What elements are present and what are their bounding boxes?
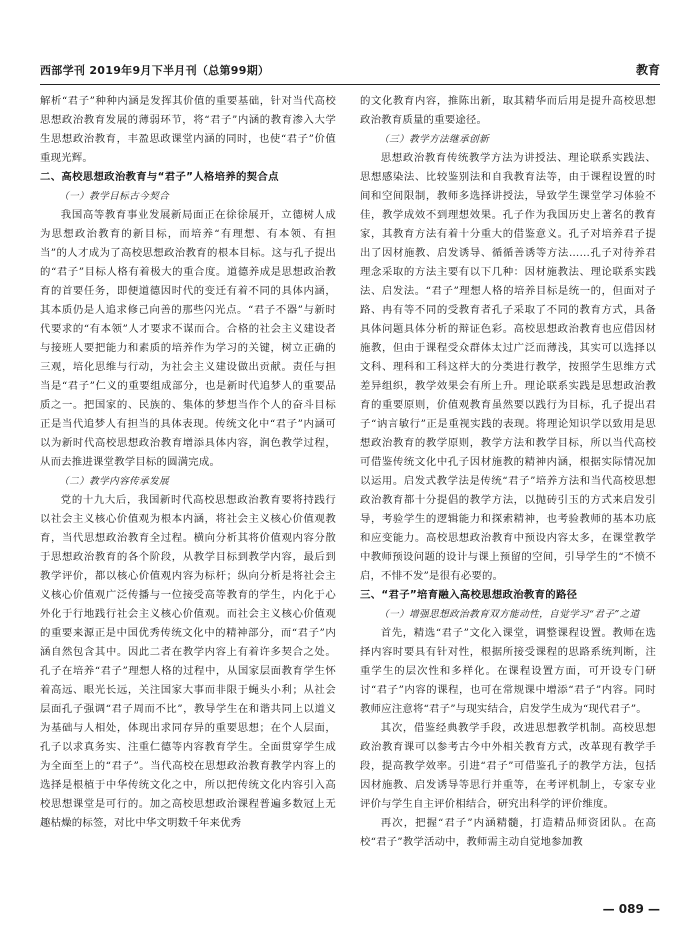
- journal-title: 西部学刊 2019年9月下半月刊（总第99期）: [40, 64, 270, 77]
- paragraph: 解析“君子”种种内涵是发挥其价值的重要基础，针对当代高校思想政治教育发展的薄弱环节，将“君子”内涵的教育渗入大学生思想政治教育，丰盈思政课堂内涵的同时，也使“君子”价值重现光辉。: [40, 95, 336, 164]
- subsection-heading: （一）增强思想政治教育双方能动性，自觉学习“君子”之道: [379, 609, 640, 620]
- page-header: [40, 60, 660, 85]
- paragraph: 的文化教育内容，推陈出新，取其精华而后用是提升高校思想政治教育质量的重要途径。: [360, 95, 656, 126]
- paragraph: 其次，借鉴经典教学手段，改进思想教学机制。高校思想政治教育课可以参考古今中外相关教育方式，改革现有教学手段，提高教学效率。引进“君子”可借鉴孔子的教学方法，包括因材施教、启发诱导等思行并重等，在考评机制上，专家专业评价与学生自主评价相结合，研究出科学的评价维度。: [360, 722, 656, 810]
- section-label: 教育: [635, 63, 660, 77]
- paragraph: 我国高等教育事业发展新局面正在徐徐展开，立德树人成为思想政治教育的新目标，而培养“有理想、有本领、有担当”的人才成为了高校思想政治教育的根本目标。这与孔子提出的“君子”目标人格有着极大的重合度。道德养成是思想政治教育的首要任务，即便道德因时代的变迁有着不同的具体内涵，其本质仍是人追求修己向善的那些闪光点。“君子不器”与新时代要求的“有本领”人才要求不谋而合。合格的社会主义建设者与接班人要把能力和素质的培养作为学习的关键，树立正确的三观，培化思维与行动，为社会主义建设做出贡献。责任与担当是“君子”仁义的重要组成部分，也是新时代追梦人的重要品质之一。把国家的、民族的、集体的梦想当作个人的奋斗目标正是当代追梦人有担当的具体表现。传统文化中“君子”内涵可以为新时代高校思想政治教育增添具体内容，润色教学过程，从而去推进课堂教学目标的圆满完成。: [40, 209, 336, 468]
- section-heading: 三、“君子”培育融入高校思想政治教育的路径: [360, 589, 578, 601]
- paragraph: 再次，把握“君子”内涵精髓，打造精品师资团队。在高校“君子”教学活动中，教师需主动自觉地参加教: [360, 817, 656, 848]
- subsection-heading: （三）教学方法继承创新: [379, 134, 490, 145]
- paragraph: 思想政治教育传统教学方法为讲授法、理论联系实践法、思想感染法、比较鉴别法和自我教育法等，由于课程设置的时间和空间限制，教师多选择讲授法，导致学生课堂学习体验不佳，教学成效不到理想效果。孔子作为我国历史上著名的教育家，其教育方法有着十分重大的借鉴意义。孔子对培养君子提出了因材施教、启发诱导、循循善诱等方法……孔子对待养君理念采取的方法主要有以下几种：因材施教法、理论联系实践法、启发法。“君子”理想人格的培养目标是统一的，但面对子路、冉有等不同的受教育者孔子采取了不同的教育方式，具备具体问题具体分析的辩证色彩。高校思想政治教育也应借因材施教，但由于课程受众群体太过广泛而薄浅，其实可以选择以文科、理科和工科这样大的分类进行教学，按照学生思维方式差异组织，教学效果会有所上升。理论联系实践是思想政治教育的重要原则，价值观教育虽然要以践行为目标，孔子提出君子“讷言敏行”正是重视实践的表现。将理论知识学以致用是思想政治教育的教学原则，教学方法和教学目标，所以当代高校可借鉴传统文化中孔子因材施教的精神内涵，根据实际情况加以运用。启发式教学法是传统“君子”培养方法和当代高校思想政治教育都十分提倡的教学方法，以抛砖引玉的方式来启发引导，考验学生的逻辑能力和探索精神，也考验教师的基本功底和应变能力。高校思想政治教育中预设内容太多，在课堂教学中教师预设问题的设计与课上预留的空间，引导学生的“不愤不启，不悱不发”是很有必要的。: [360, 152, 656, 582]
- page-number: — 089 —: [602, 902, 660, 916]
- left-column: [40, 92, 336, 892]
- subsection-heading: （二）教学内容传承发展: [59, 476, 170, 487]
- paragraph: 党的十九大后，我国新时代高校思想政治教育要将持践行以社会主义核心价值观为根本内涵，将社会主义核心价值观教育，当代思想政治教育全过程。横向分析其将价值观内容分散于思想政治教育的各个阶段，从教学目标到教学内容，最后到教学评价，都以核心价值观内容为标杆；纵向分析是将社会主义核心价值观广泛传播与一位接受高等教育的学生，内化于心外化于行地践行社会主义核心价值观。而社会主义核心价值观的重要来源正是中国优秀传统文化中的精神部分，而“君子”内涵自然包含其中。因此二者在教学内容上有着许多契合之处。孔子在培养“君子”理想人格的过程中，从国家层面教育学生怀着高远、眼光长远，关注国家大事而非限于蝇头小利；从社会层面孔子强调“君子周而不比”，教导学生在和谐共同上以道义为基础与人相处，体现出求同存异的重要思想；在个人层面，孔子以求真务实、注重仁德等内容教育学生。全面贯穿学生成为全面至上的“君子”。当代高校在思想政治教育教学内容上的选择是根植于中华传统文化之中，所以把传统文化内容引入高校思想课堂是可行的。加之高校思想政治课程普遍多数冠上无趣枯燥的标签，对比中华文明数千年来优秀: [40, 494, 336, 829]
- section-heading: 二、高校思想政治教育与“君子”人格培养的契合点: [40, 171, 279, 183]
- right-column: [360, 92, 656, 892]
- subsection-heading: （一）教学目标古今契合: [59, 191, 170, 202]
- paragraph: 首先，精选“君子”文化入课堂，调整课程设置。教师在选择内容时要具有针对性，根据所接受课程的思路系统判断，注重学生的层次性和多样化。在课程设置方面，可开设专门研讨“君子”内容的课程，也可在常规课中增添“君子”内容。同时教师应注意将“君子”与现实结合，启发学生成为“现代君子”。: [360, 627, 656, 715]
